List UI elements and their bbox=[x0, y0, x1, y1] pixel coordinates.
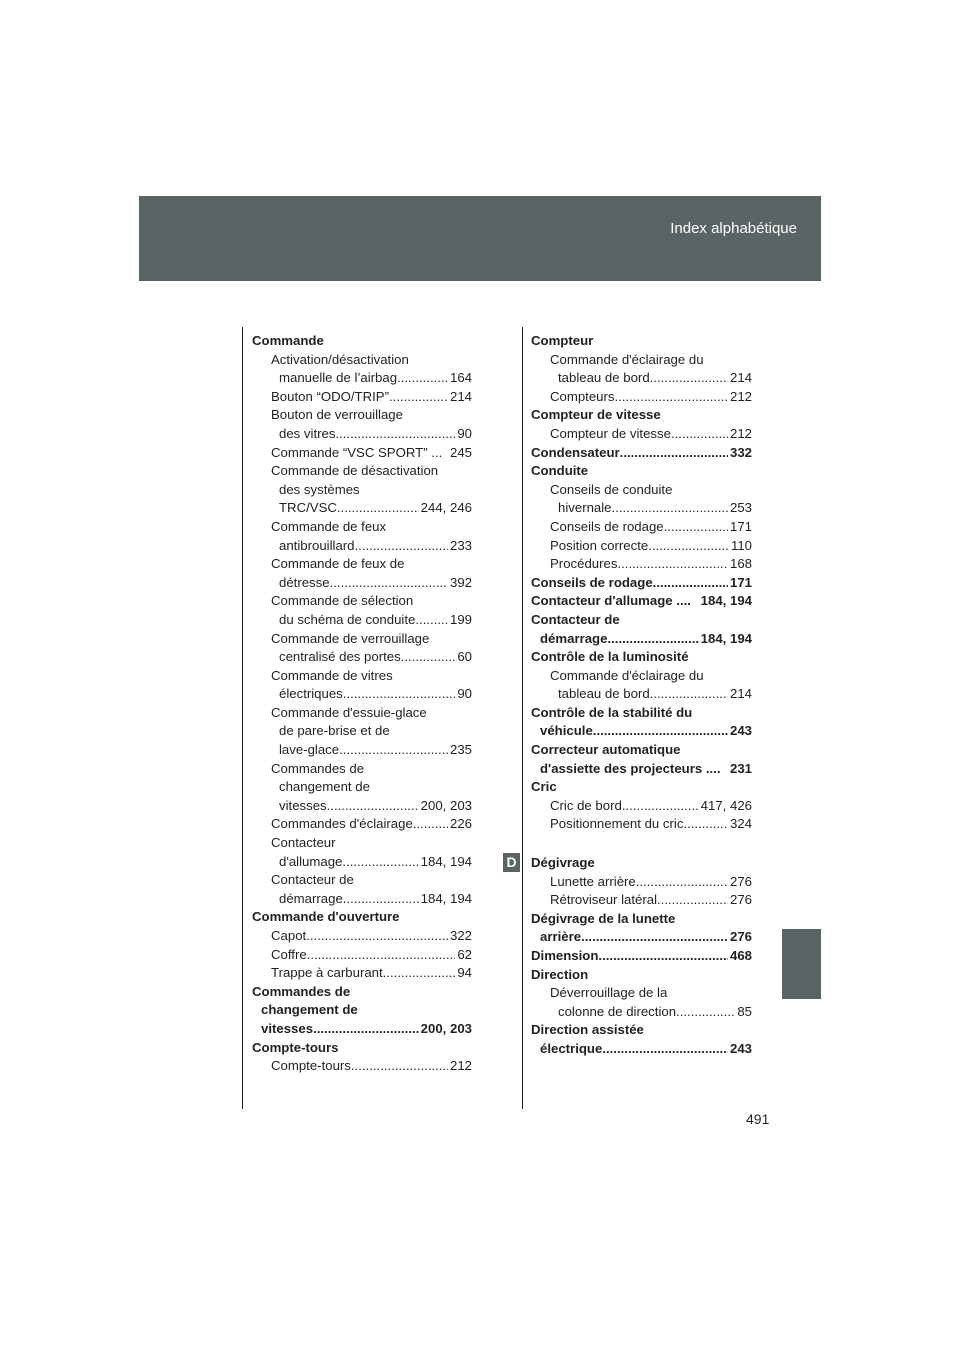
leader-dots bbox=[650, 369, 728, 388]
leader-dots bbox=[676, 1003, 735, 1022]
index-entry bbox=[531, 518, 752, 537]
index-entry-term: changement de bbox=[261, 1002, 358, 1018]
leader-dots bbox=[650, 685, 728, 704]
leader-dots bbox=[383, 964, 456, 983]
index-entry bbox=[531, 1040, 752, 1059]
index-entry-term: Conseils de rodage bbox=[531, 574, 653, 590]
index-entry-term: électrique bbox=[540, 1040, 603, 1056]
index-entry bbox=[252, 667, 472, 686]
leader-dots bbox=[671, 425, 728, 444]
index-entry bbox=[531, 1021, 752, 1040]
page-header-band bbox=[139, 196, 821, 281]
index-entry-page: 214 bbox=[729, 370, 752, 386]
index-entry bbox=[252, 983, 472, 1002]
index-entry bbox=[531, 928, 752, 947]
index-entry bbox=[531, 630, 752, 649]
index-entry bbox=[252, 890, 472, 909]
index-entry-term: arrière bbox=[540, 929, 582, 945]
index-entry-page: 200, 203 bbox=[420, 797, 472, 813]
index-entry-term: hivernale bbox=[558, 500, 612, 516]
index-entry-term: du schéma de conduite bbox=[279, 611, 416, 627]
index-entry-term: tableau de bord bbox=[558, 370, 650, 386]
index-entry-term: Contacteur d'allumage .... bbox=[531, 593, 691, 609]
index-entry-term: Compte-tours bbox=[271, 1058, 351, 1074]
leader-dots bbox=[342, 853, 418, 872]
index-entry-page: 276 bbox=[729, 873, 752, 889]
index-entry-term: Condensateur bbox=[531, 444, 620, 460]
index-entry bbox=[252, 1001, 472, 1020]
index-column-left bbox=[252, 332, 472, 1076]
index-entry-page: 90 bbox=[457, 686, 472, 702]
leader-dots bbox=[307, 946, 456, 965]
index-entry bbox=[252, 481, 472, 500]
index-entry-term: Bouton de verrouillage bbox=[271, 407, 403, 423]
index-entry-term: Déverrouillage de la bbox=[550, 985, 668, 1001]
index-entry-page: 231 bbox=[729, 760, 752, 776]
index-entry-term: Conduite bbox=[531, 463, 589, 479]
index-entry bbox=[252, 1020, 472, 1039]
index-entry-page: 184, 194 bbox=[700, 593, 752, 609]
index-entry-term: Positionnement du cric bbox=[550, 816, 684, 832]
index-entry-term: Contacteur de bbox=[271, 872, 354, 888]
index-entry-page: 171 bbox=[729, 574, 752, 590]
leader-dots bbox=[653, 574, 728, 593]
index-entry-page: 322 bbox=[449, 928, 472, 943]
index-entry bbox=[252, 704, 472, 723]
index-entry-term: Commande d'éclairage du bbox=[550, 667, 704, 683]
leader-dots bbox=[413, 815, 448, 834]
index-entry bbox=[531, 406, 752, 425]
index-entry bbox=[252, 592, 472, 611]
index-entry bbox=[252, 462, 472, 481]
index-entry bbox=[252, 722, 472, 741]
index-entry-term: manuelle de l’airbag bbox=[279, 370, 398, 386]
index-entry-page: 212 bbox=[729, 388, 752, 404]
index-entry bbox=[252, 815, 472, 834]
leader-dots bbox=[389, 388, 448, 407]
index-entry-term: Compteur de vitesse bbox=[550, 425, 671, 441]
index-entry-term: Compteur bbox=[531, 333, 594, 348]
index-entry-page: 171 bbox=[729, 518, 752, 534]
index-entry-page: 233 bbox=[449, 537, 472, 553]
index-entry bbox=[531, 351, 752, 370]
index-entry bbox=[252, 648, 472, 667]
index-entry-page: 276 bbox=[729, 929, 752, 945]
index-entry-page: 212 bbox=[449, 1058, 472, 1074]
index-entry bbox=[531, 611, 752, 630]
index-entry-term: colonne de direction bbox=[558, 1003, 677, 1019]
index-entry-term: Procédures bbox=[550, 556, 618, 572]
section-letter-badge: D bbox=[503, 853, 520, 872]
index-entry bbox=[252, 425, 472, 444]
index-entry-term: Commande bbox=[252, 333, 324, 348]
index-entry bbox=[531, 388, 752, 407]
index-spacer bbox=[531, 834, 752, 854]
index-entry bbox=[252, 388, 472, 407]
index-entry bbox=[531, 815, 752, 834]
index-entry-term: Conseils de rodage bbox=[550, 518, 664, 534]
leader-dots bbox=[607, 630, 698, 649]
index-entry bbox=[531, 910, 752, 929]
index-entry-page: 214 bbox=[729, 686, 752, 702]
leader-dots bbox=[615, 388, 728, 407]
index-entry-page: 214 bbox=[449, 388, 472, 404]
index-entry-term: Dimension bbox=[531, 948, 599, 963]
leader-dots bbox=[343, 685, 456, 704]
index-entry-page: 164 bbox=[449, 370, 472, 386]
index-entry bbox=[252, 574, 472, 593]
index-entry-term: Contacteur bbox=[271, 835, 336, 851]
index-entry-page: 212 bbox=[729, 425, 752, 441]
index-entry-page: 243 bbox=[729, 1040, 752, 1056]
index-entry-term: Commande de verrouillage bbox=[271, 630, 430, 646]
index-entry bbox=[531, 741, 752, 760]
leader-dots bbox=[617, 555, 728, 574]
index-entry bbox=[252, 444, 472, 463]
index-entry bbox=[252, 332, 472, 351]
index-entry bbox=[252, 871, 472, 890]
index-entry-term: Commande de feux de bbox=[271, 556, 405, 572]
leader-dots bbox=[355, 537, 448, 556]
index-entry-term: Conseils de conduite bbox=[550, 481, 673, 497]
index-entry-page: 184, 194 bbox=[700, 630, 752, 646]
index-entry-term: Commande de feux bbox=[271, 518, 387, 534]
index-entry-term: tableau de bord bbox=[558, 686, 650, 702]
index-entry bbox=[531, 444, 752, 463]
index-entry bbox=[531, 947, 752, 966]
index-entry bbox=[531, 555, 752, 574]
index-entry-page: 245 bbox=[449, 444, 472, 460]
index-entry-term: d'assiette des projecteurs .... bbox=[540, 760, 721, 776]
index-entry bbox=[252, 853, 472, 872]
leader-dots bbox=[620, 444, 728, 463]
index-entry-page: 235 bbox=[449, 742, 472, 758]
index-entry bbox=[252, 630, 472, 649]
leader-dots bbox=[330, 574, 448, 593]
left-column-rule bbox=[242, 327, 243, 1109]
index-entry bbox=[531, 704, 752, 723]
index-entry-term: Compteur de vitesse bbox=[531, 407, 661, 423]
index-entry-term: Position correcte bbox=[550, 537, 649, 553]
index-entry-page: 90 bbox=[457, 425, 472, 441]
index-entry-term: Lunette arrière bbox=[550, 873, 636, 889]
leader-dots bbox=[397, 369, 448, 388]
index-entry bbox=[531, 537, 752, 556]
index-entry bbox=[531, 332, 752, 351]
index-entry-term: Commandes d'éclairage bbox=[271, 816, 413, 832]
index-entry bbox=[531, 760, 752, 779]
leader-dots bbox=[602, 1040, 728, 1059]
index-entry-term: Compte-tours bbox=[252, 1039, 339, 1055]
index-entry bbox=[252, 927, 472, 946]
leader-dots bbox=[306, 927, 448, 946]
leader-dots bbox=[339, 741, 448, 760]
index-entry-term: de pare-brise et de bbox=[279, 723, 390, 739]
index-entry-term: des vitres bbox=[279, 425, 336, 441]
index-entry-term: Commande de désactivation bbox=[271, 463, 439, 479]
index-entry-page: 94 bbox=[457, 965, 472, 981]
index-entry-page: 85 bbox=[737, 1003, 752, 1019]
index-entry-term: changement de bbox=[279, 779, 370, 795]
index-entry-term: Direction bbox=[531, 966, 589, 982]
index-entry bbox=[531, 854, 752, 873]
index-entry bbox=[252, 964, 472, 983]
index-entry-term: électriques bbox=[279, 686, 343, 702]
index-entry-term: démarrage bbox=[279, 890, 343, 906]
index-entry-page: 184, 194 bbox=[420, 890, 472, 906]
leader-dots bbox=[612, 499, 728, 518]
index-entry-term: Activation/désactivation bbox=[271, 351, 409, 367]
index-entry bbox=[252, 1039, 472, 1058]
index-entry-term: antibrouillard bbox=[279, 537, 355, 553]
leader-dots bbox=[636, 873, 728, 892]
index-entry-term: Bouton “ODO/TRIP” bbox=[271, 388, 389, 404]
index-entry-term: centralisé des portes bbox=[279, 649, 401, 665]
index-entry bbox=[252, 518, 472, 537]
leader-dots bbox=[343, 890, 419, 909]
index-entry bbox=[531, 722, 752, 741]
index-entry bbox=[531, 1003, 752, 1022]
index-entry-term: Commande d'éclairage du bbox=[550, 351, 704, 367]
index-entry bbox=[252, 778, 472, 797]
index-entry-term: Trappe à carburant bbox=[271, 965, 383, 981]
index-entry-page: 417, 426 bbox=[700, 797, 752, 813]
index-entry-term: Contrôle de la stabilité du bbox=[531, 704, 693, 720]
index-entry-page: 226 bbox=[449, 816, 472, 832]
index-entry-term: Commande d'ouverture bbox=[252, 909, 400, 925]
index-entry-page: 168 bbox=[729, 556, 752, 572]
index-entry bbox=[531, 499, 752, 518]
leader-dots bbox=[415, 611, 448, 630]
index-entry-term: Commandes de bbox=[252, 983, 351, 999]
index-entry bbox=[531, 462, 752, 481]
index-entry bbox=[252, 369, 472, 388]
index-entry-term: Coffre bbox=[271, 946, 307, 962]
index-entry bbox=[252, 611, 472, 630]
index-entry-term: Contacteur de bbox=[531, 611, 620, 627]
index-entry bbox=[252, 685, 472, 704]
index-entry bbox=[252, 946, 472, 965]
index-entry-term: véhicule bbox=[540, 723, 593, 739]
leader-dots bbox=[337, 499, 419, 518]
middle-column-rule bbox=[522, 327, 523, 1109]
leader-dots bbox=[581, 928, 728, 947]
index-entry-term: TRC/VSC bbox=[279, 500, 337, 516]
header-title: Index alphabétique bbox=[670, 220, 797, 237]
index-column-right bbox=[531, 332, 752, 1059]
leader-dots bbox=[335, 425, 455, 444]
index-entry-page: 199 bbox=[449, 611, 472, 627]
index-entry bbox=[531, 648, 752, 667]
index-entry-term: Cric bbox=[531, 779, 557, 795]
index-entry bbox=[531, 685, 752, 704]
side-thumb-tab bbox=[782, 929, 821, 999]
index-entry-page: 62 bbox=[457, 946, 472, 962]
index-entry bbox=[252, 351, 472, 370]
leader-dots bbox=[593, 722, 728, 741]
index-entry-term: vitesses bbox=[279, 797, 327, 813]
index-entry-page: 244, 246 bbox=[420, 500, 472, 516]
index-entry bbox=[531, 481, 752, 500]
index-entry bbox=[252, 908, 472, 927]
index-entry bbox=[252, 760, 472, 779]
index-entry bbox=[252, 741, 472, 760]
index-entry-term: Direction assistée bbox=[531, 1022, 644, 1038]
index-entry-page: 392 bbox=[449, 574, 472, 590]
leader-dots bbox=[657, 891, 728, 910]
index-entry-term: d'allumage bbox=[279, 853, 343, 869]
index-entry-term: lave-glace bbox=[279, 742, 340, 758]
index-entry-term: des systèmes bbox=[279, 481, 360, 497]
index-entry bbox=[531, 873, 752, 892]
index-entry-term: Dégivrage bbox=[531, 855, 595, 871]
index-entry-page: 253 bbox=[729, 500, 752, 516]
leader-dots bbox=[401, 648, 456, 667]
index-entry-term: Capot bbox=[271, 928, 307, 943]
index-entry bbox=[531, 667, 752, 686]
leader-dots bbox=[664, 518, 728, 537]
index-entry bbox=[252, 406, 472, 425]
index-entry bbox=[252, 537, 472, 556]
index-entry-term: Contrôle de la luminosité bbox=[531, 649, 689, 665]
index-entry-term: Commande “VSC SPORT” ... bbox=[271, 444, 443, 460]
index-entry-term: Cric de bord bbox=[550, 797, 622, 813]
index-entry bbox=[531, 369, 752, 388]
index-entry-page: 468 bbox=[729, 948, 752, 963]
index-entry-page: 110 bbox=[730, 537, 752, 553]
index-entry bbox=[531, 966, 752, 985]
index-entry-page: 324 bbox=[729, 816, 752, 832]
index-entry bbox=[531, 425, 752, 444]
index-entry-page: 60 bbox=[457, 649, 472, 665]
index-entry bbox=[252, 1057, 472, 1076]
index-entry bbox=[252, 834, 472, 853]
index-entry-term: Dégivrage de la lunette bbox=[531, 910, 676, 926]
index-entry-page: 243 bbox=[729, 723, 752, 739]
index-entry-page: 276 bbox=[729, 892, 752, 908]
leader-dots bbox=[622, 797, 699, 816]
index-entry-term: Rétroviseur latéral bbox=[550, 892, 658, 908]
leader-dots bbox=[313, 1020, 419, 1039]
index-entry-page: 184, 194 bbox=[420, 853, 472, 869]
index-entry-term: Commande d'essuie-glace bbox=[271, 704, 427, 720]
index-entry bbox=[252, 555, 472, 574]
leader-dots bbox=[648, 537, 729, 556]
index-entry bbox=[252, 797, 472, 816]
index-entry bbox=[531, 797, 752, 816]
index-entry-term: vitesses bbox=[261, 1020, 314, 1036]
index-entry-page: 332 bbox=[729, 444, 752, 460]
index-entry bbox=[531, 778, 752, 797]
index-entry-term: Compteurs bbox=[550, 388, 615, 404]
index-entry-term: Correcteur automatique bbox=[531, 742, 681, 758]
index-entry-term: Commande de sélection bbox=[271, 593, 414, 609]
index-entry bbox=[531, 984, 752, 1003]
index-entry bbox=[531, 592, 752, 611]
index-entry bbox=[531, 891, 752, 910]
leader-dots bbox=[683, 815, 728, 834]
page-number: 491 bbox=[746, 1111, 770, 1127]
leader-dots bbox=[351, 1057, 448, 1076]
index-entry-term: Commande de vitres bbox=[271, 667, 393, 683]
index-entry bbox=[252, 499, 472, 518]
index-entry bbox=[531, 574, 752, 593]
index-entry-term: Commandes de bbox=[271, 760, 365, 776]
index-entry-page: 200, 203 bbox=[420, 1020, 472, 1036]
leader-dots bbox=[598, 947, 728, 966]
index-entry-term: démarrage bbox=[540, 630, 608, 646]
leader-dots bbox=[327, 797, 419, 816]
index-entry-term: détresse bbox=[279, 574, 330, 590]
